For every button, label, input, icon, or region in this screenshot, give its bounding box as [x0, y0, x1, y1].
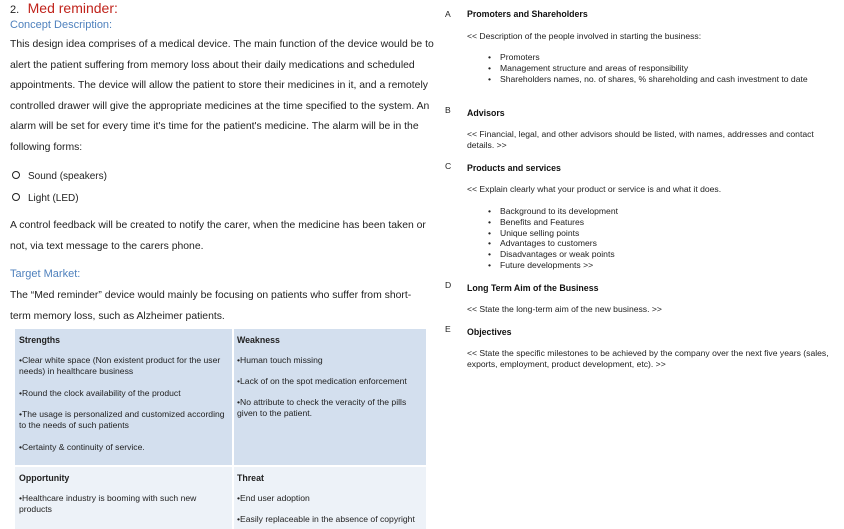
alarm-form-label: Light (LED) — [28, 193, 79, 204]
section-title: Advisors — [467, 108, 505, 118]
section-title: Promoters and Shareholders — [467, 9, 588, 19]
section-title: Products and services — [467, 163, 561, 173]
threat-title: Threat — [237, 473, 264, 483]
target-paragraph — [10, 286, 435, 327]
list-item: • Benefits and Features — [488, 217, 818, 228]
heading-title: Med reminder: — [27, 0, 118, 16]
threat-item: •Easily replaceable in the absence of copyright — [237, 514, 415, 524]
heading-number: 2. — [10, 4, 20, 16]
concept-line: alert the patient suffering from memory loss about their daily medications and scheduled — [10, 59, 415, 71]
strength-item: •Clear white space (Non existent product for the user needs) in healthcare business — [19, 355, 221, 376]
concept-line: appointments. The device will allow the patient to store their medicines in it, and a remotely — [10, 80, 428, 91]
products-list — [488, 206, 818, 271]
weakness-item: •Lack of on the spot medication enforcement — [237, 376, 407, 386]
concept-line: alarm will be set for every time it's time for the patient's medicine. The alarm will be in the — [10, 121, 419, 132]
concept-line: following forms: — [10, 141, 83, 153]
concept-line: controlled drawer will give the appropriate medicines at the time specified to the system. An — [10, 100, 430, 112]
circle-bullet-icon — [12, 171, 20, 179]
list-item: • Disadvantages or weak points — [488, 249, 818, 260]
circle-bullet-icon — [12, 193, 20, 201]
concept-heading: Concept Description: — [10, 19, 113, 31]
section-letter: A — [445, 9, 451, 19]
strength-item: •Round the clock availability of the product — [19, 388, 181, 398]
feedback-paragraph — [10, 216, 435, 257]
section-text: << Explain clearly what your product or service is and what it does. — [467, 184, 722, 194]
target-market-heading: Target Market: — [10, 268, 81, 280]
section-text: << State the specific milestones to be achieved by the company over the next five years (sales, exports, employment, product development, etc). >> — [467, 348, 829, 369]
section-title: Objectives — [467, 327, 512, 337]
opportunity-item: •Healthcare industry is booming with such new products — [19, 493, 197, 514]
swot-table — [15, 329, 426, 529]
feedback-line: A control feedback will be created to notify the carer, when the medicine has been taken or — [10, 220, 426, 231]
list-item: • Promoters — [488, 52, 840, 63]
section-letter: D — [445, 280, 452, 290]
section-title: Long Term Aim of the Business — [467, 283, 599, 293]
weakness-title: Weakness — [237, 335, 280, 345]
section-text: << Financial, legal, and other advisors should be listed, with names, addresses and contact details. >> — [467, 129, 814, 150]
opportunity-title: Opportunity — [19, 473, 70, 483]
list-item: • Unique selling points — [488, 228, 818, 239]
section-letter: E — [445, 324, 451, 334]
right-document-page — [440, 0, 844, 529]
alarm-form-item — [12, 167, 107, 188]
strength-item: •Certainty & continuity of service. — [19, 442, 145, 452]
section-letter: B — [445, 105, 451, 115]
threat-item: •End user adoption — [237, 493, 310, 503]
list-item: • Advantages to customers — [488, 238, 818, 249]
weakness-item: •No attribute to check the veracity of the pills given to the patient. — [237, 397, 407, 418]
strengths-title: Strengths — [19, 335, 61, 345]
section-heading — [10, 0, 118, 18]
promoters-list — [488, 52, 840, 84]
concept-paragraph — [10, 35, 435, 158]
section-text: << State the long-term aim of the new business. >> — [467, 304, 662, 314]
section-text: << Description of the people involved in starting the business: — [467, 31, 702, 41]
section-letter: C — [445, 161, 452, 171]
concept-line: This design idea comprises of a medical device. The main function of the device would be to — [10, 39, 434, 50]
list-item: • Background to its development — [488, 206, 818, 217]
weakness-item: •Human touch missing — [237, 355, 323, 365]
feedback-line: not, via text message to the carers phone. — [10, 240, 204, 252]
strength-item: •The usage is personalized and customized according to the needs of such patients — [19, 409, 225, 430]
list-item: • Management structure and areas of responsibility — [488, 63, 840, 74]
alarm-form-item — [12, 189, 79, 210]
target-line: The “Med reminder” device would mainly be focusing on patients who suffer from short- — [10, 290, 412, 301]
list-item: • Future developments >> — [488, 260, 818, 271]
alarm-form-label: Sound (speakers) — [28, 171, 107, 182]
target-line: term memory loss, such as Alzheimer patients. — [10, 310, 225, 322]
list-item: • Shareholders names, no. of shares, % shareholding and cash investment to date — [488, 74, 840, 85]
